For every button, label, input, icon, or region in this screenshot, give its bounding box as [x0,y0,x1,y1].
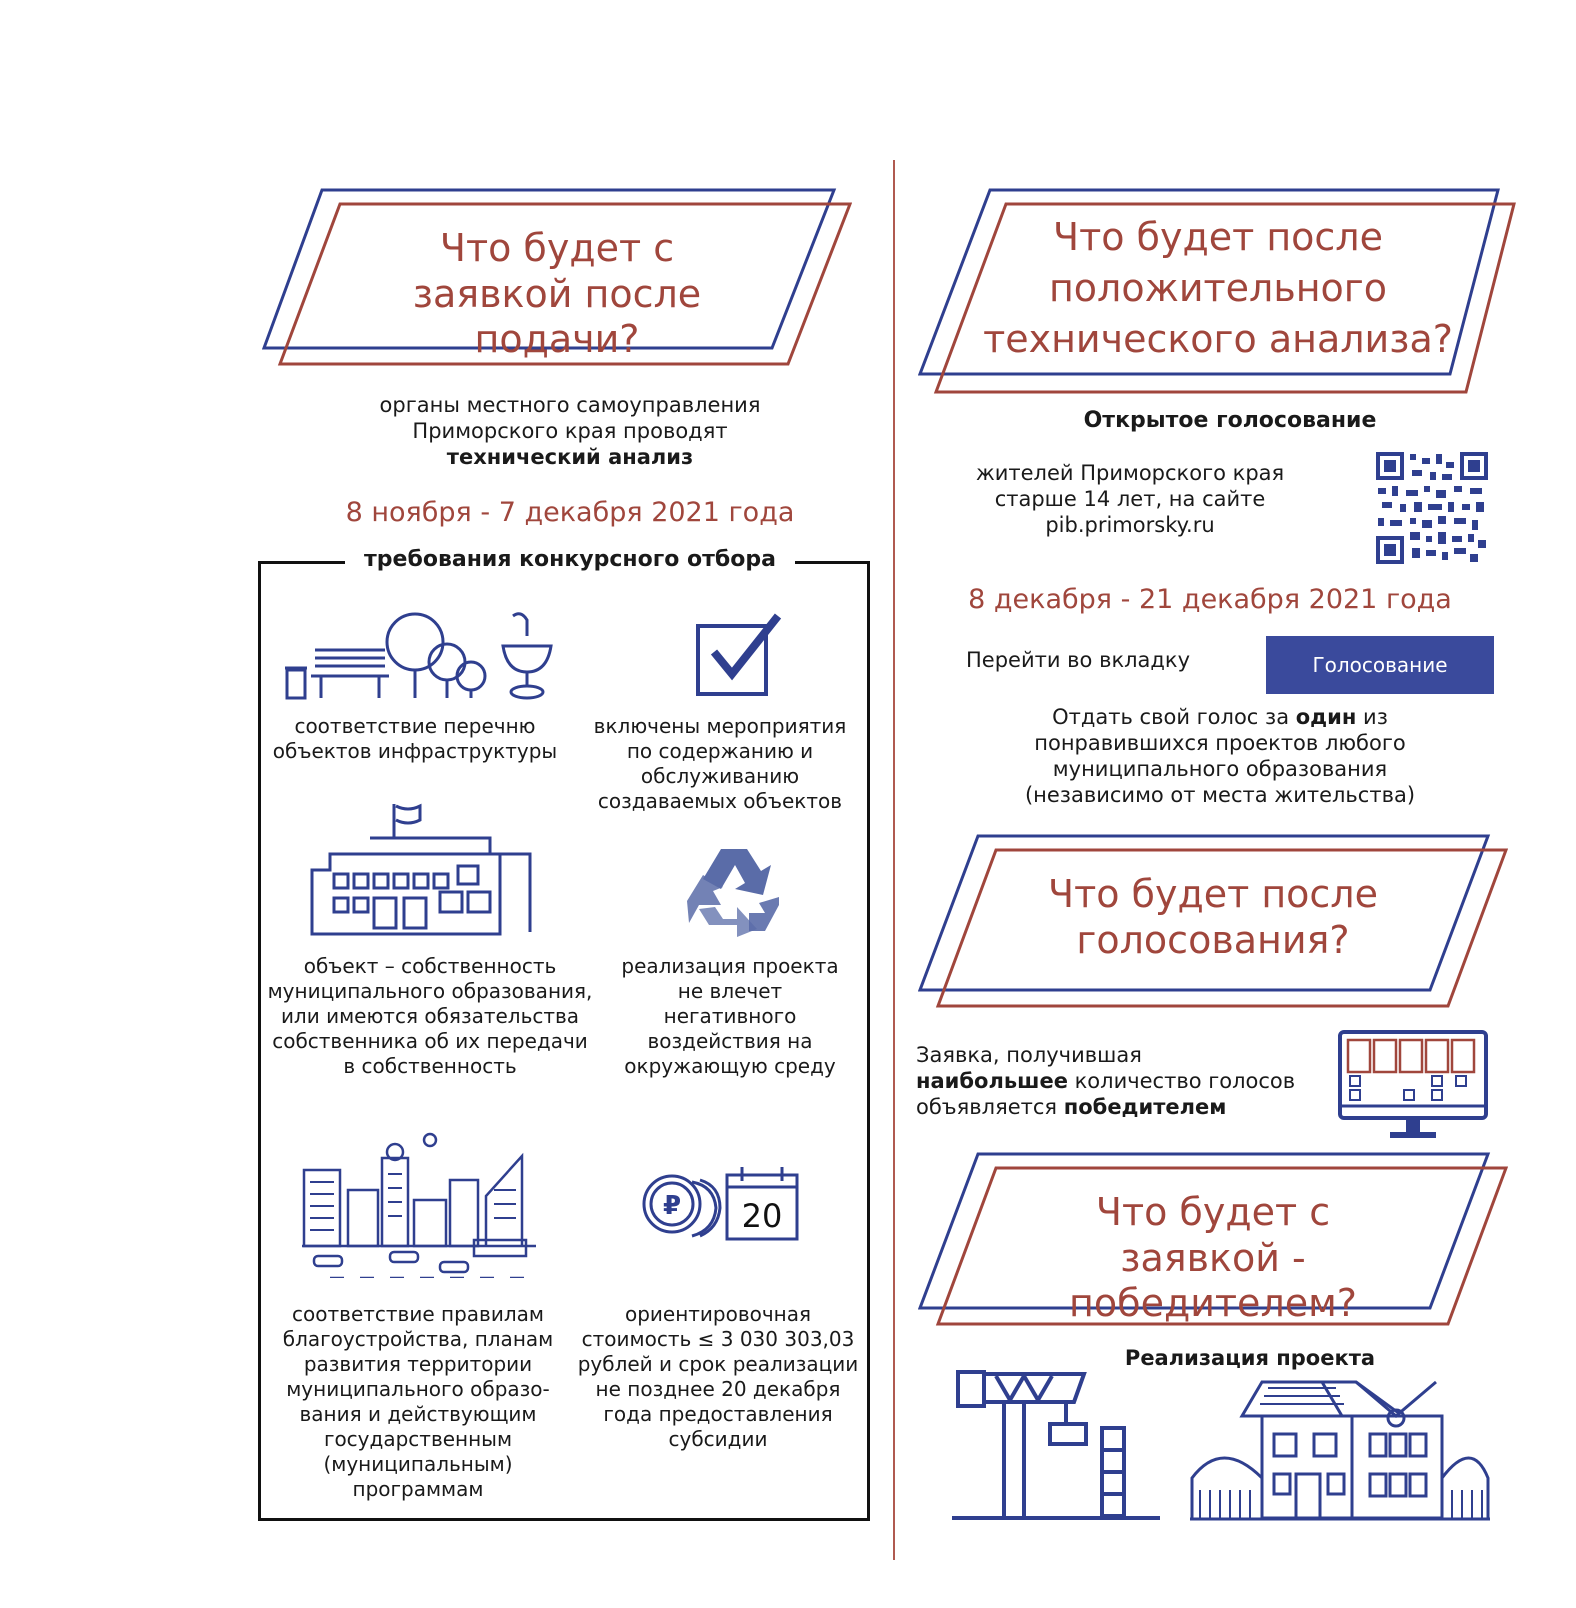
winner-bold: наибольшее [916,1069,1068,1093]
winner-text [916,1042,1346,1120]
right-frame2-title: Что будет после голосования? [1048,872,1378,962]
vote-info-line: старше 14 лет, на сайте [994,487,1266,511]
winner-line [916,1094,1346,1120]
recycle-icon [683,845,783,939]
column-divider [893,160,895,1560]
right-title-frame-2 [918,834,1508,1014]
realization-heading: Реализация проекта [1124,1346,1376,1370]
right-frame1-title: Что будет после положительного технического анализа? [983,215,1453,361]
vote-info [950,460,1310,538]
left-title-frame [262,188,852,368]
winner-line: Заявка, получившая [916,1043,1142,1067]
winner-line-rest: количество голосов [1067,1069,1296,1093]
left-date: 8 ноября - 7 декабря 2021 года [345,497,795,528]
requirement-text: включены мероприятия по содержанию и обслуживанию создаваемых объектов [593,714,847,813]
requirement-text: объект – собственность муниципального образования, или имеются обязательства собственника об их передачи в собственность [267,954,593,1078]
calendar-number: 20 [741,1197,783,1235]
site-link[interactable]: pib.primorsky.ru [1045,513,1215,537]
voting-tab-button[interactable]: Голосование [1266,636,1494,694]
vote-info-line: жителей Приморского края [975,461,1285,485]
give-vote-post: из [1356,705,1388,729]
park-bench-trees-icon [285,610,555,702]
goto-tab-label: Перейти во вкладку [966,648,1191,672]
give-vote-line: понравившихся проектов любого [1034,731,1406,755]
give-vote-text [990,704,1450,808]
right-title-frame-1 [918,188,1518,400]
qr-code-icon[interactable] [1376,452,1488,564]
open-vote-heading: Открытое голосование [1083,408,1377,433]
intro-bold: технический анализ [446,445,694,469]
city-landscape-icon [300,1130,540,1278]
ruble-sign: ₽ [662,1191,682,1221]
give-vote-line: муниципального образования [1052,757,1388,781]
construction-crane-icon [952,1368,1162,1520]
requirement-text: соответствие правилам благоустройства, планам развития территории муниципального образо-вания и действующим государственным (муниципальным) программам [282,1302,554,1501]
right-title-frame-3 [918,1152,1508,1332]
right-date: 8 декабря - 21 декабря 2021 года [968,584,1452,615]
winner-line-rest: объявляется [916,1095,1064,1119]
give-vote-line: (независимо от места жительства) [1024,783,1416,807]
give-vote-bold: один [1295,705,1357,729]
give-vote-line [990,704,1450,730]
requirements-title: требования конкурсного отбора [345,546,795,574]
voting-monitor-icon [1338,1030,1490,1142]
house-with-fence-icon [1190,1378,1490,1522]
winner-bold: победителем [1063,1095,1227,1119]
calendar-icon [724,1165,800,1243]
left-frame-title: Что будет с заявкой после подачи? [412,226,702,362]
right-frame3-title: Что будет с заявкой - победителем? [1069,1190,1357,1326]
checkbox-icon [694,612,784,698]
requirement-text: реализация проекта не влечет негативного воздействия на окружающую среду [621,954,839,1078]
intro-line: органы местного самоуправления [379,393,761,417]
intro-line: Приморского края проводят [412,419,728,443]
municipal-building-icon [310,800,540,936]
ruble-coins-icon [640,1168,724,1240]
left-intro [300,392,840,470]
requirement-text: соответствие перечню объектов инфраструктуры [272,714,558,763]
winner-line [916,1068,1346,1094]
requirement-text: ориентировочная стоимость ≤ 3 030 303,03 рублей и срок реализации не позднее 20 декабря года предоставления субсидии [577,1302,859,1451]
give-vote-pre: Отдать свой голос за [1052,705,1296,729]
